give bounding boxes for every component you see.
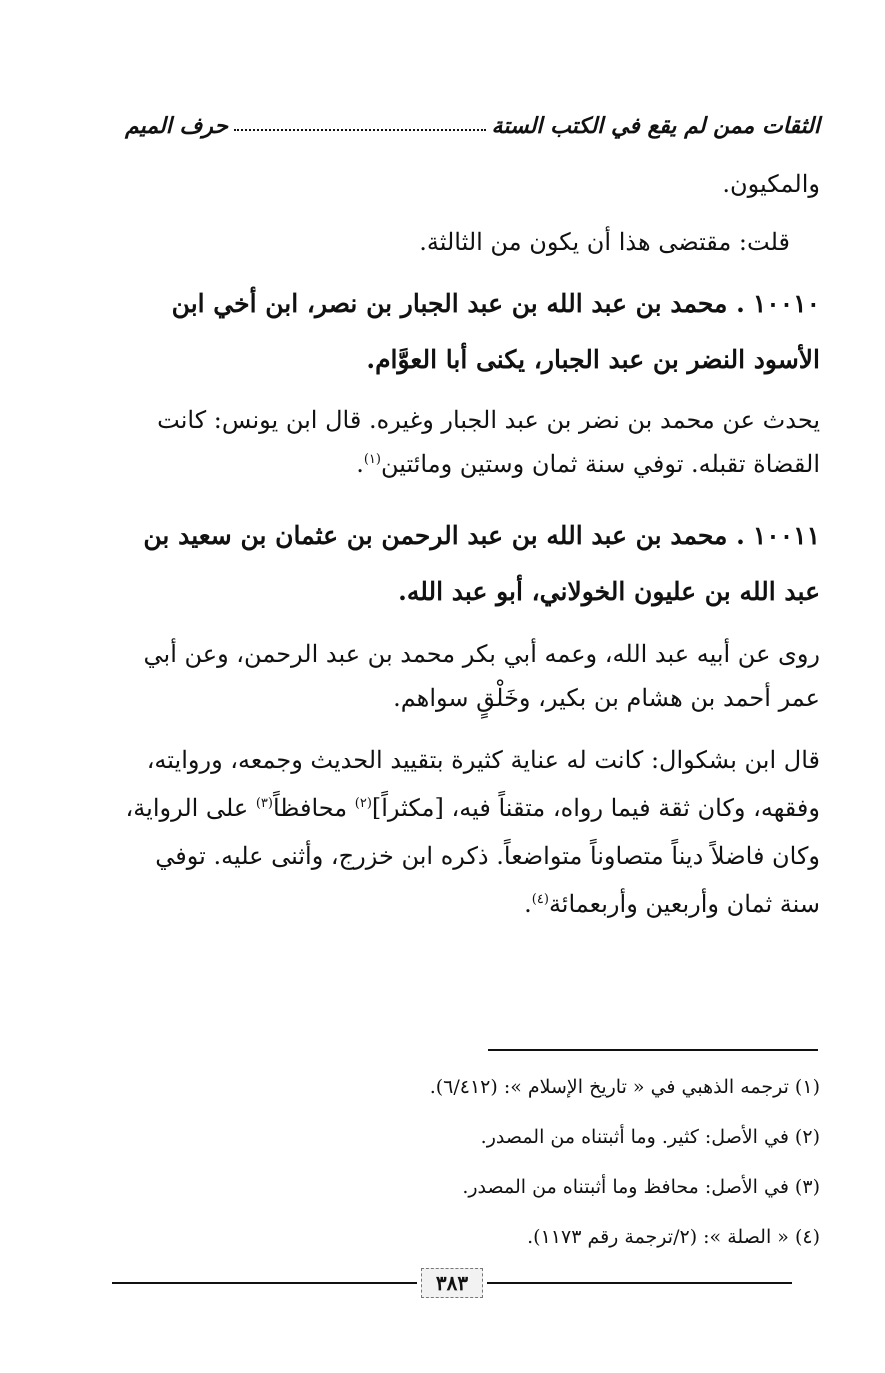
- page-number: ٣٨٣: [421, 1268, 483, 1298]
- running-header: [125, 108, 820, 144]
- text-part-2: محافظاً: [272, 794, 355, 822]
- entry-heading-10010: ١٠٠١٠. محمد بن عبد الله بن عبد الجبار بن نصر، ابن أخي ابن الأسود النضر بن عبد الجبار، يكنى أبا العوَّام.: [171, 289, 820, 374]
- footnote-separator: [488, 1049, 818, 1051]
- header-chapter: حرف الميم: [125, 113, 229, 139]
- ibn-bashkuwal-paragraph: [112, 736, 820, 928]
- entry-10011-body: [112, 632, 820, 720]
- footnote-ref-3: (٣): [255, 796, 273, 811]
- paragraph-text: يحدث عن محمد بن نضر بن عبد الجبار وغيره. قال ابن يونس: كانت القضاة تقبله. توفي سنة ثمان وستين ومائتين: [157, 406, 820, 478]
- header-dot-leader: [234, 129, 486, 131]
- footnote-2: (٢) في الأصل: كثير. وما أثبتناه من المصدر.: [480, 1126, 820, 1148]
- continuation-line-1: والمكيون.: [722, 170, 820, 198]
- header-book-section: الثقات ممن لم يقع في الكتب الستة: [491, 113, 820, 139]
- footer-rule-left: [112, 1282, 417, 1284]
- entry-paragraph: روى عن أبيه عبد الله، وعمه أبي بكر محمد بن عبد الرحمن، وعن أبي عمر أحمد بن هشام بن بكير، وخَلْقٍ سواهم.: [143, 640, 820, 712]
- footnote-ref-4: (٤): [531, 892, 549, 907]
- entry-paragraph: [112, 398, 820, 486]
- footnote-1: (١) ترجمه الذهبي في « تاريخ الإسلام »: (٦/٤١٢).: [429, 1076, 820, 1098]
- continuation-line-2: قلت: مقتضى هذا أن يكون من الثالثة.: [419, 228, 790, 256]
- entry-heading-text: محمد بن عبد الله بن عبد الجبار بن نصر، ابن أخي ابن الأسود النضر بن عبد الجبار، يكنى أبا العوَّام.: [171, 289, 820, 374]
- text-part-3: على الرواية، وكان فاضلاً ديناً متصاوناً متواضعاً. ذكره ابن خزرج، وأثنى عليه. توفي سنة ثمان وأربعين وأربعمائة: [125, 794, 820, 918]
- entry-heading-text: محمد بن عبد الله بن عبد الرحمن بن عثمان بن سعيد بن عبد الله بن عليون الخولاني، أبو عبد الله.: [143, 521, 820, 606]
- footnote-3: (٣) في الأصل: محافظ وما أثبتناه من المصدر.: [462, 1176, 820, 1198]
- footnotes: [112, 1062, 820, 1262]
- text-part-1: قال ابن بشكوال: كانت له عناية كثيرة بتقييد الحديث وجمعه، وروايته، وفقهه، وكان ثقة فيما رواه، متقناً فيه، [مكثراً]: [146, 746, 820, 822]
- continuation-text: [112, 162, 820, 264]
- entry-heading-10011: ١٠٠١١. محمد بن عبد الله بن عبد الرحمن بن عثمان بن سعيد بن عبد الله بن عليون الخولاني، أبو عبد الله.: [143, 521, 820, 606]
- footnote-4: (٤) « الصلة »: (٢/ترجمة رقم ١١٧٣).: [527, 1226, 820, 1248]
- entry-10010-body: [112, 398, 820, 486]
- paragraph-tail: .: [524, 890, 532, 918]
- ibn-bashkuwal-text: [112, 736, 820, 928]
- paragraph-tail: .: [356, 450, 364, 478]
- entry-number: ١٠٠١٠: [752, 289, 820, 318]
- footer-rule-right: [487, 1282, 792, 1284]
- entry-number: ١٠٠١١: [752, 521, 820, 550]
- footnote-ref-2: (٢): [354, 796, 372, 811]
- footnote-ref-1: (١): [363, 452, 381, 467]
- page-footer: [112, 1265, 792, 1301]
